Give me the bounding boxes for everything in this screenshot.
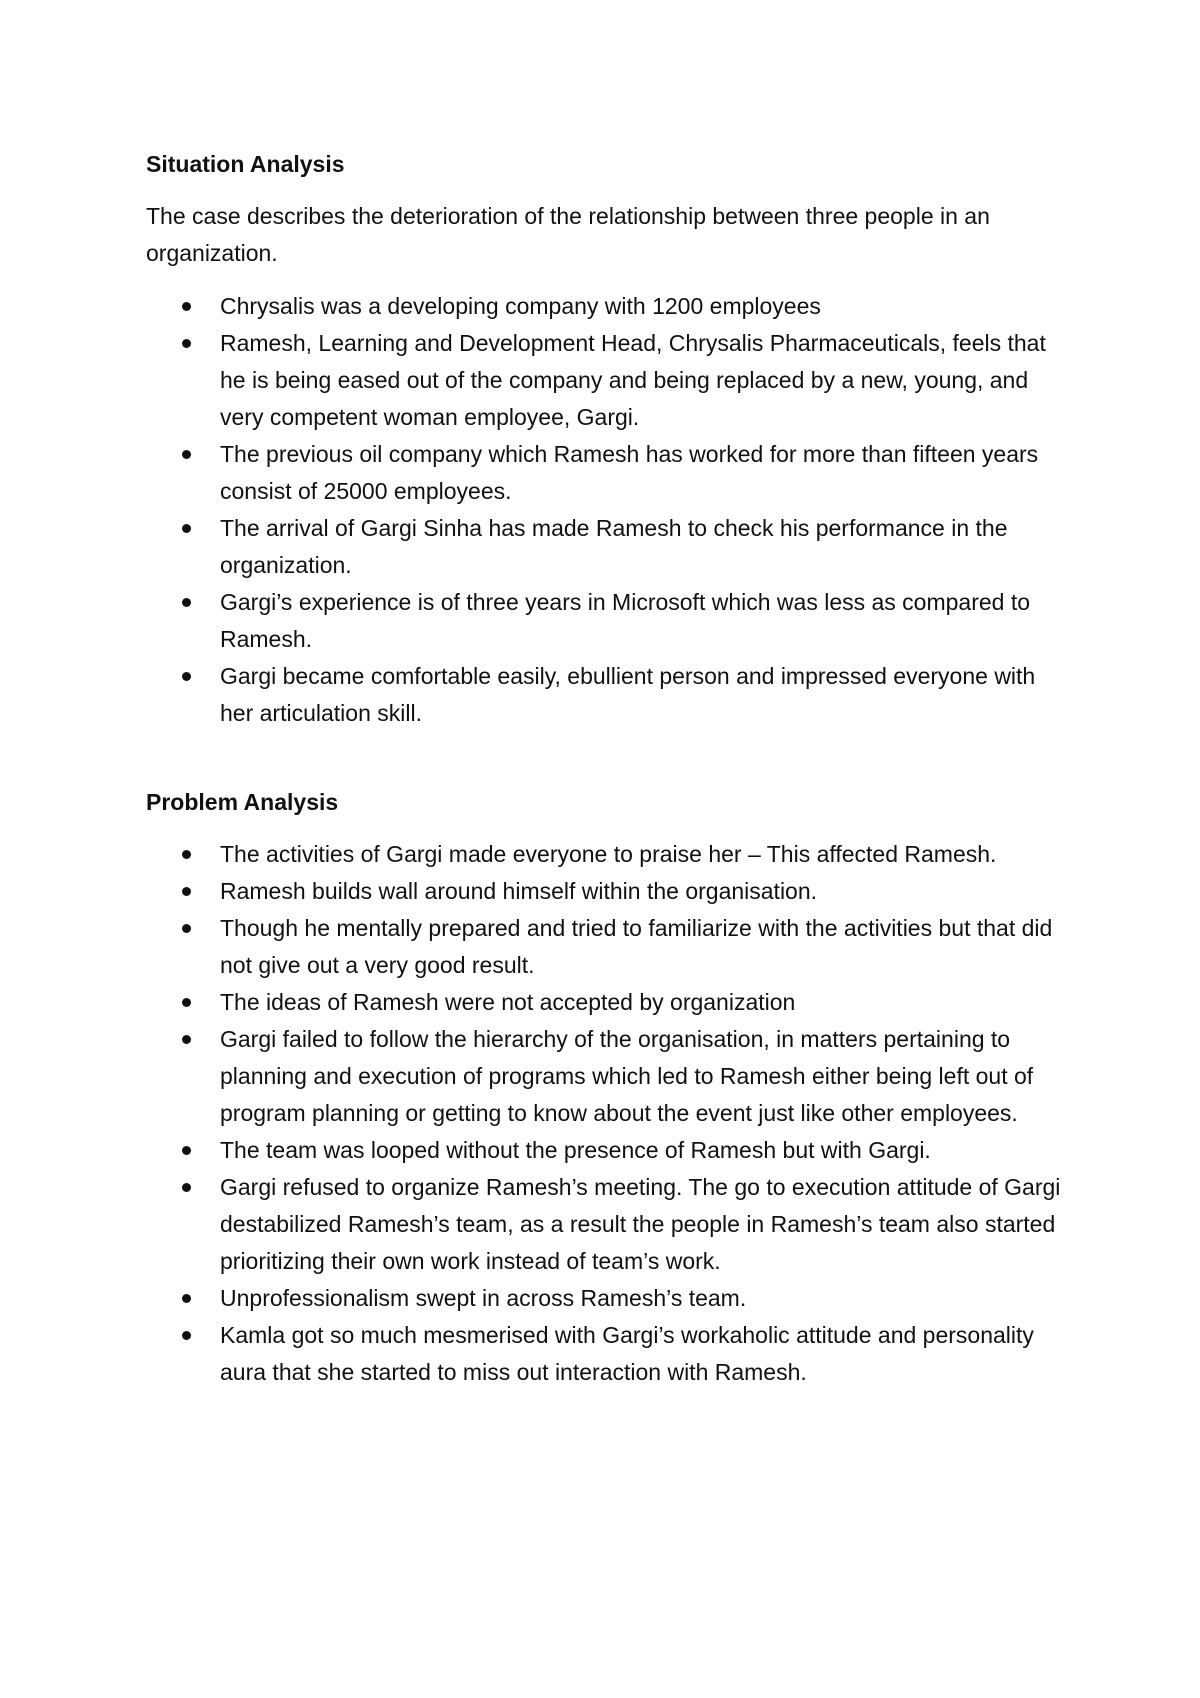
bullet-icon — [182, 339, 191, 348]
bullet-icon — [182, 998, 191, 1007]
list-item — [220, 910, 1066, 984]
bullet-icon — [182, 1331, 191, 1340]
list-item — [220, 288, 1066, 325]
list-item-text: The team was looped without the presence of Ramesh but with Gargi. — [220, 1137, 931, 1163]
bullet-icon — [182, 887, 191, 896]
list-item — [220, 658, 1066, 732]
list-item-text: Gargi’s experience is of three years in Microsoft which was less as compared to Ramesh. — [220, 589, 1031, 652]
situation-bullet-list — [146, 288, 1066, 732]
bullet-icon — [182, 1146, 191, 1155]
list-item — [220, 873, 1066, 910]
problem-analysis-heading: Problem Analysis — [146, 789, 339, 815]
bullet-icon — [182, 1035, 191, 1044]
list-item — [220, 325, 1066, 436]
bullet-icon — [182, 672, 191, 681]
bullet-icon — [182, 302, 191, 311]
list-item — [220, 1021, 1066, 1132]
bullet-icon — [182, 598, 191, 607]
list-item-text: The previous oil company which Ramesh has worked for more than fifteen years consist of 25000 employees. — [220, 441, 1039, 504]
section-spacer — [146, 732, 1066, 784]
list-item-text: The arrival of Gargi Sinha has made Ramesh to check his performance in the organization. — [220, 515, 1008, 578]
situation-analysis-heading: Situation Analysis — [146, 151, 345, 177]
situation-intro-paragraph: The case describes the deterioration of the relationship between three people in an organization. — [146, 203, 990, 266]
list-item-text: Chrysalis was a developing company with 1200 employees — [220, 293, 821, 319]
list-item-text: Gargi became comfortable easily, ebullient person and impressed everyone with her articulation skill. — [220, 663, 1036, 726]
bullet-icon — [182, 850, 191, 859]
list-item-text: Unprofessionalism swept in across Ramesh’s team. — [220, 1285, 747, 1311]
list-item — [220, 1169, 1066, 1280]
list-item — [220, 436, 1066, 510]
list-item-text: Ramesh, Learning and Development Head, Chrysalis Pharmaceuticals, feels that he is being eased out of the company and being replaced by a new, young, and very competent woman employee, Gargi. — [220, 330, 1046, 430]
list-item — [220, 1280, 1066, 1317]
list-item — [220, 1317, 1066, 1391]
list-item — [220, 510, 1066, 584]
list-item-text: Though he mentally prepared and tried to familiarize with the activities but that did not give out a very good result. — [220, 915, 1053, 978]
list-item-text: The activities of Gargi made everyone to praise her – This affected Ramesh. — [220, 841, 997, 867]
bullet-icon — [182, 1183, 191, 1192]
list-item-text: Gargi refused to organize Ramesh’s meeting. The go to execution attitude of Gargi destabilized Ramesh’s team, as a result the people in Ramesh’s team also started prioritizing their own work instead of team’s work. — [220, 1174, 1061, 1274]
list-item — [220, 584, 1066, 658]
bullet-icon — [182, 450, 191, 459]
list-item-text: The ideas of Ramesh were not accepted by organization — [220, 989, 796, 1015]
document-content — [146, 146, 1066, 1391]
list-item — [220, 1132, 1066, 1169]
list-item-text: Kamla got so much mesmerised with Gargi’s workaholic attitude and personality aura that she started to miss out interaction with Ramesh. — [220, 1322, 1034, 1385]
bullet-icon — [182, 524, 191, 533]
list-item-text: Ramesh builds wall around himself within the organisation. — [220, 878, 818, 904]
problem-bullet-list — [146, 836, 1066, 1391]
list-item — [220, 836, 1066, 873]
list-item — [220, 984, 1066, 1021]
bullet-icon — [182, 924, 191, 933]
list-item-text: Gargi failed to follow the hierarchy of the organisation, in matters pertaining to planning and execution of programs which led to Ramesh either being left out of program planning or getting to know about the event just like other employees. — [220, 1026, 1034, 1126]
bullet-icon — [182, 1294, 191, 1303]
